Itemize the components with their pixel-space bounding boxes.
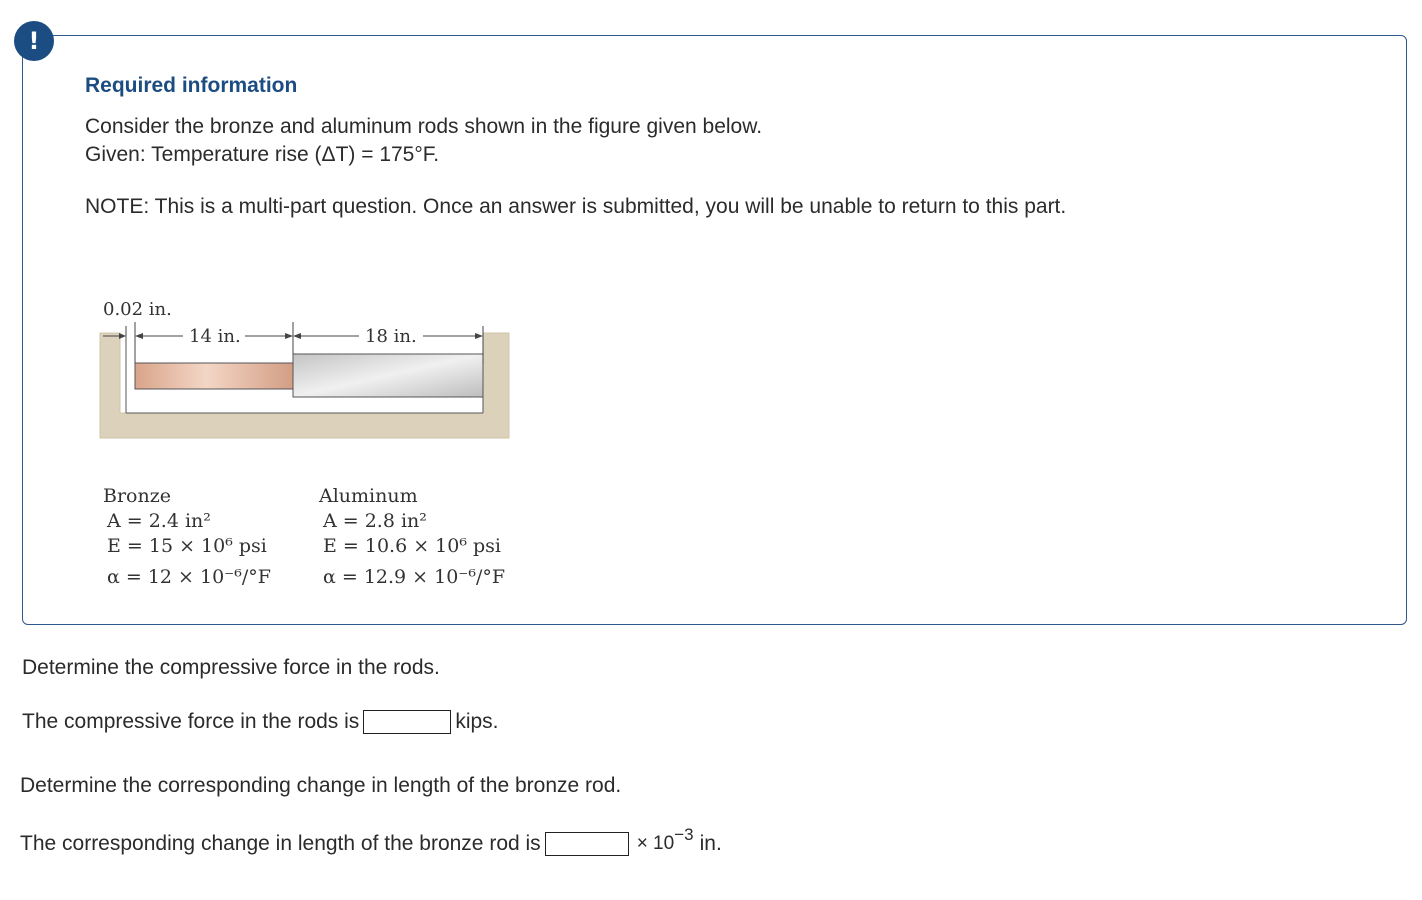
bronze-modulus: E = 15 × 10⁶ psi (107, 535, 267, 557)
aluminum-name: Aluminum (319, 485, 418, 507)
aluminum-modulus: E = 10.6 × 10⁶ psi (323, 535, 501, 557)
part2-answer-unit: in. (699, 832, 722, 855)
aluminum-length-label: 18 in. (365, 326, 417, 347)
bronze-dim-arrowhead-right (285, 333, 293, 339)
exponent-label: −3 (674, 825, 694, 844)
part1-answer-row (22, 708, 499, 736)
alert-badge (14, 21, 54, 61)
intro-line-1: Consider the bronze and aluminum rods shown in the figure given below. (85, 115, 763, 138)
rods-figure (93, 256, 523, 601)
part1-question: Determine the compressive force in the rods. (22, 656, 440, 679)
part1-answer-prefix: The compressive force in the rods is (22, 710, 360, 733)
required-information-box (22, 35, 1407, 625)
bronze-area: A = 2.4 in² (107, 510, 211, 532)
gap-arrowhead (119, 333, 126, 339)
bronze-length-label: 14 in. (189, 326, 241, 347)
bronze-name: Bronze (103, 485, 171, 507)
multi-part-note: NOTE: This is a multi-part question. Once an answer is submitted, you will be unable to return to this part. (85, 195, 1067, 218)
compressive-force-input[interactable] (363, 710, 451, 734)
aluminum-area: A = 2.8 in² (323, 510, 427, 532)
aluminum-dim-arrowhead-left (293, 333, 301, 339)
aluminum-rod (293, 354, 483, 397)
multiplier-label: × 10 (636, 833, 675, 854)
exclamation-icon: ! (28, 27, 40, 55)
gap-label: 0.02 in. (103, 299, 172, 320)
part1-answer-unit: kips. (455, 710, 499, 733)
bronze-dim-arrowhead-left (135, 333, 143, 339)
bronze-length-change-input[interactable] (545, 832, 629, 856)
bronze-alpha: α = 12 × 10⁻⁶/°F (107, 566, 271, 588)
aluminum-alpha: α = 12.9 × 10⁻⁶/°F (323, 566, 506, 588)
aluminum-dim-arrowhead-right (475, 333, 483, 339)
required-information-title: Required information (85, 74, 298, 97)
intro-line-2: Given: Temperature rise (ΔT) = 175°F. (85, 143, 440, 166)
part2-question: Determine the corresponding change in length of the bronze rod. (20, 774, 622, 797)
part2-answer-row (20, 825, 722, 858)
part2-answer-prefix: The corresponding change in length of the bronze rod is (20, 832, 541, 855)
bronze-rod (135, 363, 293, 389)
